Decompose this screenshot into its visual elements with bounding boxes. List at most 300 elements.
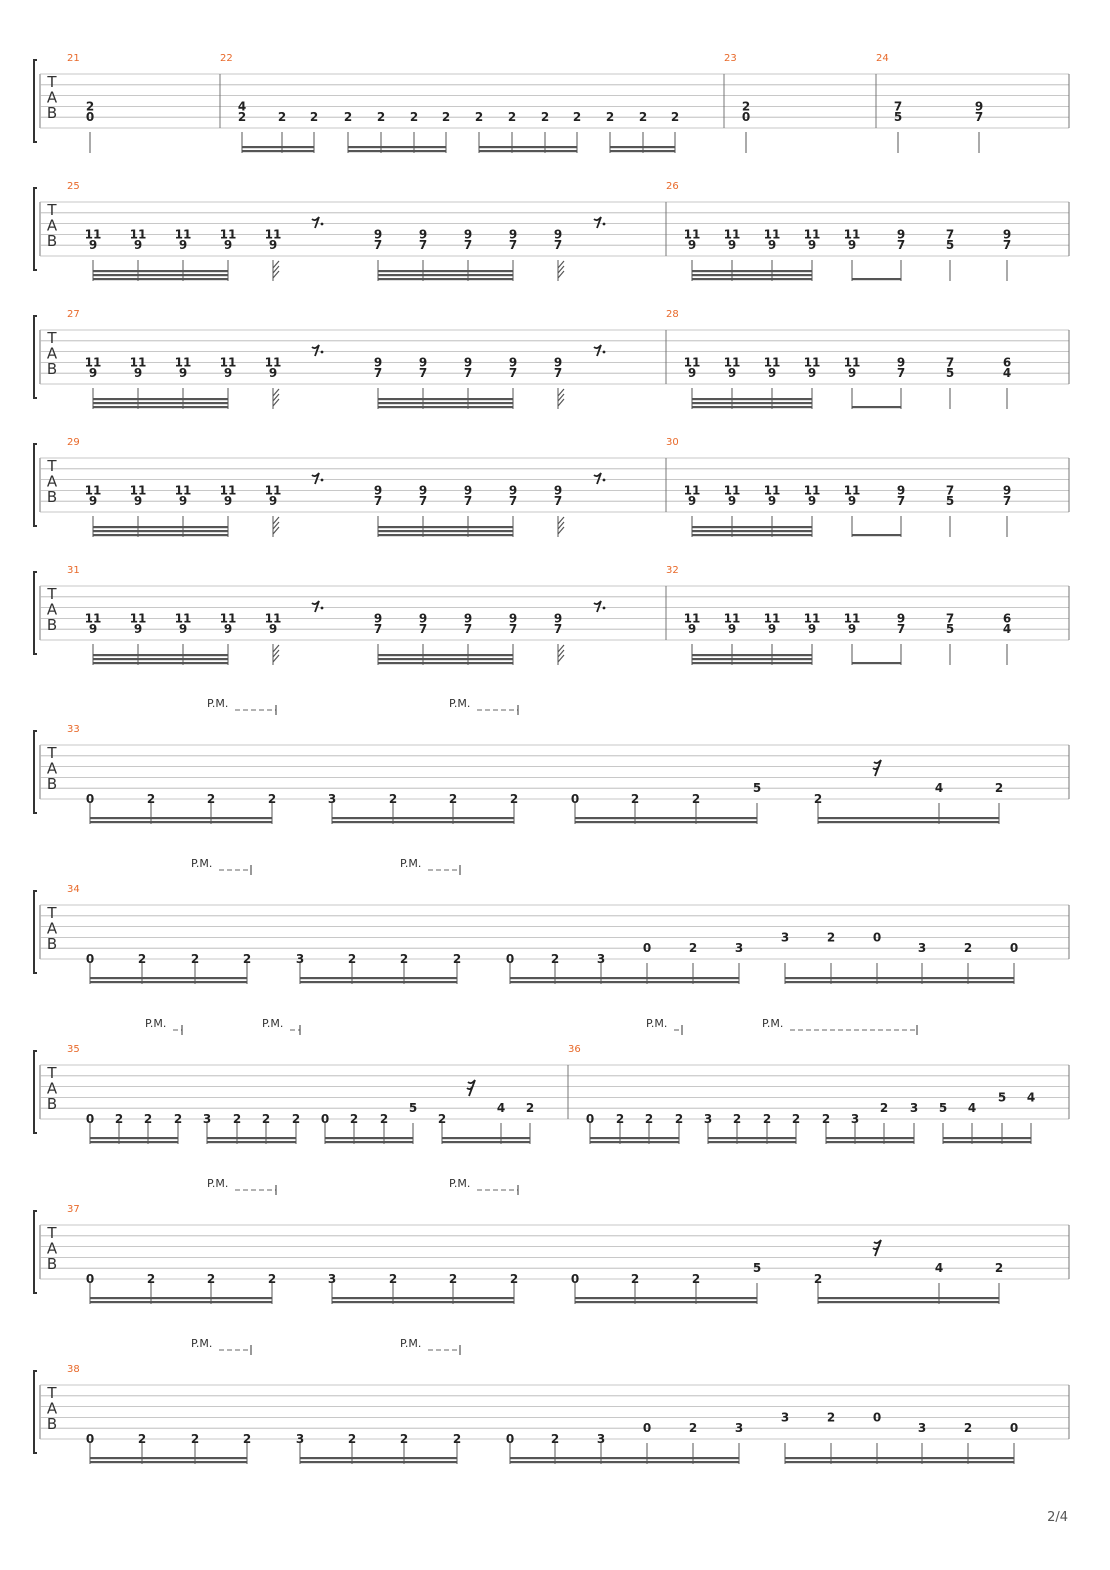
fret-number: 9 xyxy=(847,238,857,253)
fret-number: 5 xyxy=(997,1090,1007,1105)
tab-clef-letter: A xyxy=(46,1399,58,1418)
fret-number: 0 xyxy=(85,1432,95,1446)
fret-number: 9 xyxy=(974,99,984,114)
beam xyxy=(692,526,812,528)
tab-clef-letter: B xyxy=(46,104,58,122)
tab-clef-letter: T xyxy=(47,904,57,922)
fret-number: 0 xyxy=(642,1421,652,1436)
eighth-rest xyxy=(312,473,319,484)
beam xyxy=(90,1461,247,1463)
system-bracket xyxy=(34,60,37,142)
fret-number: 5 xyxy=(945,238,955,253)
fret-number: 2 xyxy=(349,1112,359,1126)
fret-number: 11 xyxy=(843,355,861,370)
beam xyxy=(510,977,739,979)
fret-number: 0 xyxy=(85,1272,95,1286)
fret-number: 7 xyxy=(896,622,906,637)
tab-clef-letter: A xyxy=(46,759,58,778)
palm-mute-label: P.M. xyxy=(646,1017,668,1030)
beam xyxy=(575,821,757,823)
fret-number: 2 xyxy=(741,99,751,114)
beam xyxy=(90,1297,272,1299)
fret-number: 11 xyxy=(174,227,192,242)
measure-number: 36 xyxy=(568,1044,581,1055)
system-bracket xyxy=(34,1371,37,1453)
beam xyxy=(692,662,812,664)
fret-number: 3 xyxy=(596,1432,606,1446)
beam xyxy=(479,150,577,152)
fret-number: 3 xyxy=(917,1421,927,1436)
fret-number: 11 xyxy=(763,227,781,242)
fret-number: 7 xyxy=(945,611,955,626)
fret-number: 4 xyxy=(967,1101,977,1116)
fret-number: 11 xyxy=(129,611,147,626)
fret-number: 9 xyxy=(727,238,737,253)
beam xyxy=(93,662,228,664)
tab-clef-letter: A xyxy=(46,919,58,938)
tab-clef-letter: B xyxy=(46,616,58,634)
fret-number: 2 xyxy=(452,952,462,966)
fret-number: 5 xyxy=(945,494,955,509)
measure-number: 25 xyxy=(67,181,80,192)
fret-number: 4 xyxy=(934,781,944,796)
fret-number: 11 xyxy=(763,611,781,626)
fret-number: 2 xyxy=(114,1112,124,1126)
beam xyxy=(93,658,228,660)
fret-number: 3 xyxy=(780,930,790,945)
fret-number: 2 xyxy=(509,792,519,806)
fret-number: 11 xyxy=(803,355,821,370)
fret-number: 7 xyxy=(373,622,383,637)
fret-number: 2 xyxy=(507,110,517,125)
fret-number: 7 xyxy=(508,494,518,509)
beam xyxy=(692,398,812,400)
palm-mute-label: P.M. xyxy=(191,857,213,870)
fret-number: 11 xyxy=(219,483,237,498)
fret-number: 9 xyxy=(1002,483,1012,498)
fret-number: 2 xyxy=(399,952,409,966)
fret-number: 2 xyxy=(242,952,252,966)
fret-number: 6 xyxy=(1002,355,1012,370)
beam xyxy=(378,654,513,656)
fret-number: 9 xyxy=(508,227,518,242)
tab-clef-letter: T xyxy=(47,585,57,603)
fret-number: 2 xyxy=(143,1112,153,1126)
fret-number: 2 xyxy=(277,110,287,125)
eighth-rest xyxy=(312,217,319,228)
fret-number: 9 xyxy=(133,238,143,253)
fret-number: 9 xyxy=(373,227,383,242)
tab-clef-letter: A xyxy=(46,1079,58,1098)
fret-number: 9 xyxy=(178,494,188,509)
fret-number: 2 xyxy=(550,952,560,966)
fret-number: 11 xyxy=(264,611,282,626)
system-bracket xyxy=(34,731,37,813)
eighth-rest xyxy=(594,473,601,484)
fret-number: 5 xyxy=(408,1101,418,1116)
fret-number: 9 xyxy=(687,622,697,637)
fret-number: 2 xyxy=(525,1101,535,1116)
beam xyxy=(207,1137,296,1139)
beam xyxy=(708,1141,796,1143)
fret-number: 9 xyxy=(463,483,473,498)
fret-number: 9 xyxy=(268,622,278,637)
fret-number: 0 xyxy=(1009,941,1019,956)
measure-number: 23 xyxy=(724,53,737,64)
beam xyxy=(785,1457,1014,1459)
fret-number: 11 xyxy=(264,227,282,242)
beam xyxy=(207,1141,296,1143)
fret-number: 9 xyxy=(687,494,697,509)
fret-number: 9 xyxy=(767,622,777,637)
beam xyxy=(90,977,247,979)
fret-number: 7 xyxy=(373,366,383,381)
beam xyxy=(300,1457,457,1459)
fret-number: 0 xyxy=(585,1112,595,1126)
fret-number: 2 xyxy=(630,792,640,806)
fret-number: 2 xyxy=(267,792,277,806)
beam xyxy=(93,402,228,404)
tab-clef-letter: A xyxy=(46,600,58,619)
fret-number: 11 xyxy=(174,483,192,498)
measure-number: 30 xyxy=(666,437,679,448)
eighth-rest xyxy=(594,217,601,228)
fret-number: 9 xyxy=(268,494,278,509)
tab-clef-letter: A xyxy=(46,344,58,363)
page-number: 2/4 xyxy=(1047,1510,1068,1525)
fret-number: 9 xyxy=(133,622,143,637)
beam xyxy=(90,981,247,983)
rest-dot xyxy=(321,607,324,610)
fret-number: 0 xyxy=(570,792,580,806)
fret-number: 0 xyxy=(741,110,751,125)
fret-number: 9 xyxy=(133,494,143,509)
fret-number: 9 xyxy=(463,227,473,242)
tab-clef-letter: A xyxy=(46,1239,58,1258)
fret-number: 7 xyxy=(896,494,906,509)
tab-clef-letter: A xyxy=(46,88,58,107)
tab-clef-letter: B xyxy=(46,488,58,506)
fret-number: 2 xyxy=(688,1421,698,1436)
measure-number: 37 xyxy=(67,1204,80,1215)
fret-number: 2 xyxy=(409,110,419,125)
beam xyxy=(348,150,446,152)
fret-number: 4 xyxy=(1002,622,1012,637)
beam xyxy=(90,817,272,819)
fret-number: 0 xyxy=(505,1432,515,1446)
measure-number: 22 xyxy=(220,53,233,64)
fret-number: 2 xyxy=(347,1432,357,1446)
eighth-rest xyxy=(312,601,319,612)
fret-number: 9 xyxy=(508,355,518,370)
fret-number: 2 xyxy=(379,1112,389,1126)
beam xyxy=(510,981,739,983)
fret-number: 3 xyxy=(703,1112,713,1126)
beam xyxy=(785,977,1014,979)
fret-number: 9 xyxy=(463,355,473,370)
beam xyxy=(590,1137,679,1139)
beam xyxy=(852,534,901,536)
system-bracket xyxy=(34,316,37,398)
beam xyxy=(93,654,228,656)
fret-number: 9 xyxy=(133,366,143,381)
beam xyxy=(378,402,513,404)
fret-number: 2 xyxy=(670,110,680,125)
sixteenth-rest xyxy=(873,1240,881,1256)
fret-number: 4 xyxy=(1002,366,1012,381)
beam xyxy=(93,274,228,276)
fret-number: 9 xyxy=(896,355,906,370)
fret-number: 4 xyxy=(934,1261,944,1276)
palm-mute-label: P.M. xyxy=(449,697,471,710)
system-bracket xyxy=(34,572,37,654)
fret-number: 2 xyxy=(474,110,484,125)
fret-number: 2 xyxy=(821,1112,831,1126)
fret-number: 0 xyxy=(85,110,95,125)
beam xyxy=(575,817,757,819)
fret-number: 3 xyxy=(850,1112,860,1126)
fret-number: 9 xyxy=(223,366,233,381)
system-bracket xyxy=(34,1211,37,1293)
tab-clef-letter: T xyxy=(47,329,57,347)
beam xyxy=(90,821,272,823)
beam xyxy=(378,278,513,280)
beam xyxy=(575,1297,757,1299)
fret-number: 0 xyxy=(85,1112,95,1126)
fret-number: 3 xyxy=(202,1112,212,1126)
fret-number: 9 xyxy=(373,355,383,370)
fret-number: 9 xyxy=(767,366,777,381)
fret-number: 9 xyxy=(88,622,98,637)
beam xyxy=(90,1137,178,1139)
fret-number: 0 xyxy=(570,1272,580,1286)
fret-number: 2 xyxy=(826,930,836,945)
fret-number: 9 xyxy=(178,238,188,253)
fret-number: 11 xyxy=(843,227,861,242)
fret-number: 11 xyxy=(219,227,237,242)
beam xyxy=(378,530,513,532)
fret-number: 0 xyxy=(505,952,515,966)
tab-clef-letter: A xyxy=(46,216,58,235)
fret-number: 11 xyxy=(683,355,701,370)
palm-mute-label: P.M. xyxy=(191,1337,213,1350)
fret-number: 2 xyxy=(762,1112,772,1126)
beam xyxy=(93,534,228,536)
rest-dot xyxy=(321,223,324,226)
fret-number: 2 xyxy=(137,1432,147,1446)
beam xyxy=(943,1137,1031,1139)
measure-number: 34 xyxy=(67,884,80,895)
beam xyxy=(93,270,228,272)
fret-number: 2 xyxy=(261,1112,271,1126)
beam xyxy=(610,150,675,152)
fret-number: 2 xyxy=(540,110,550,125)
fret-number: 11 xyxy=(129,483,147,498)
beam xyxy=(818,1297,999,1299)
palm-mute-label: P.M. xyxy=(207,697,229,710)
fret-number: 2 xyxy=(206,1272,216,1286)
fret-number: 2 xyxy=(242,1432,252,1446)
fret-number: 5 xyxy=(893,110,903,125)
tab-clef-letter: B xyxy=(46,232,58,250)
fret-number: 9 xyxy=(727,494,737,509)
beam xyxy=(785,981,1014,983)
fret-number: 2 xyxy=(206,792,216,806)
fret-number: 5 xyxy=(938,1101,948,1116)
fret-number: 11 xyxy=(803,483,821,498)
measure-number: 21 xyxy=(67,53,80,64)
fret-number: 2 xyxy=(267,1272,277,1286)
system-bracket xyxy=(34,1051,37,1133)
fret-number: 2 xyxy=(437,1112,447,1126)
fret-number: 7 xyxy=(896,366,906,381)
fret-number: 2 xyxy=(232,1112,242,1126)
beam xyxy=(378,406,513,408)
beam xyxy=(826,1137,914,1139)
fret-number: 11 xyxy=(84,483,102,498)
fret-number: 11 xyxy=(843,611,861,626)
fret-number: 2 xyxy=(550,1432,560,1446)
fret-number: 2 xyxy=(615,1112,625,1126)
beam xyxy=(818,1301,999,1303)
beam xyxy=(332,821,514,823)
fret-number: 2 xyxy=(691,1272,701,1286)
beam xyxy=(692,278,812,280)
fret-number: 7 xyxy=(1002,238,1012,253)
fret-number: 4 xyxy=(496,1101,506,1116)
system-bracket xyxy=(34,444,37,526)
fret-number: 11 xyxy=(84,611,102,626)
fret-number: 9 xyxy=(223,494,233,509)
fret-number: 7 xyxy=(418,366,428,381)
fret-number: 11 xyxy=(84,355,102,370)
fret-number: 7 xyxy=(896,238,906,253)
fret-number: 9 xyxy=(268,366,278,381)
measure-number: 32 xyxy=(666,565,679,576)
eighth-rest xyxy=(312,345,319,356)
fret-number: 2 xyxy=(826,1410,836,1425)
fret-number: 7 xyxy=(893,99,903,114)
eighth-rest xyxy=(594,345,601,356)
tab-clef-letter: B xyxy=(46,1255,58,1273)
fret-number: 9 xyxy=(727,366,737,381)
beam xyxy=(442,1141,530,1143)
beam xyxy=(378,270,513,272)
beam xyxy=(708,1137,796,1139)
fret-number: 7 xyxy=(945,227,955,242)
fret-number: 9 xyxy=(268,238,278,253)
beam xyxy=(479,146,577,148)
fret-number: 2 xyxy=(732,1112,742,1126)
fret-number: 3 xyxy=(327,792,337,806)
fret-number: 3 xyxy=(327,1272,337,1286)
fret-number: 3 xyxy=(909,1101,919,1116)
fret-number: 9 xyxy=(88,494,98,509)
fret-number: 9 xyxy=(767,238,777,253)
fret-number: 2 xyxy=(343,110,353,125)
fret-number: 0 xyxy=(1009,1421,1019,1436)
fret-number: 9 xyxy=(508,611,518,626)
beam xyxy=(242,150,314,152)
palm-mute-label: P.M. xyxy=(145,1017,167,1030)
fret-number: 7 xyxy=(463,622,473,637)
tab-clef-letter: T xyxy=(47,457,57,475)
fret-number: 9 xyxy=(418,611,428,626)
beam xyxy=(242,146,314,148)
fret-number: 3 xyxy=(295,952,305,966)
beam xyxy=(590,1141,679,1143)
tab-clef-letter: T xyxy=(47,73,57,91)
measure-number: 31 xyxy=(67,565,80,576)
fret-number: 7 xyxy=(463,494,473,509)
fret-number: 2 xyxy=(309,110,319,125)
fret-number: 3 xyxy=(780,1410,790,1425)
beam xyxy=(692,402,812,404)
beam xyxy=(348,146,446,148)
fret-number: 11 xyxy=(174,611,192,626)
fret-number: 9 xyxy=(88,238,98,253)
system-bracket xyxy=(34,891,37,973)
fret-number: 11 xyxy=(264,355,282,370)
fret-number: 9 xyxy=(687,366,697,381)
fret-number: 9 xyxy=(896,611,906,626)
fret-number: 9 xyxy=(847,494,857,509)
fret-number: 7 xyxy=(373,494,383,509)
beam xyxy=(325,1137,413,1139)
beam xyxy=(943,1141,1031,1143)
beam xyxy=(325,1141,413,1143)
fret-number: 5 xyxy=(752,781,762,796)
beam xyxy=(378,658,513,660)
tab-clef-letter: B xyxy=(46,360,58,378)
fret-number: 4 xyxy=(237,99,247,114)
tab-clef-letter: B xyxy=(46,935,58,953)
tab-clef-letter: B xyxy=(46,775,58,793)
beam xyxy=(90,1301,272,1303)
fret-number: 11 xyxy=(843,483,861,498)
beam xyxy=(93,526,228,528)
fret-number: 9 xyxy=(553,227,563,242)
fret-number: 11 xyxy=(723,483,741,498)
fret-number: 7 xyxy=(553,622,563,637)
fret-number: 9 xyxy=(553,355,563,370)
fret-number: 2 xyxy=(388,792,398,806)
eighth-rest xyxy=(594,601,601,612)
beam xyxy=(300,977,457,979)
sixteenth-rest xyxy=(873,760,881,776)
tab-clef-letter: A xyxy=(46,472,58,491)
fret-number: 2 xyxy=(791,1112,801,1126)
tab-clef-letter: T xyxy=(47,201,57,219)
fret-number: 9 xyxy=(1002,227,1012,242)
beam xyxy=(852,278,901,280)
fret-number: 9 xyxy=(553,611,563,626)
beam xyxy=(93,278,228,280)
fret-number: 9 xyxy=(418,355,428,370)
fret-number: 5 xyxy=(752,1261,762,1276)
fret-number: 9 xyxy=(727,622,737,637)
fret-number: 11 xyxy=(683,483,701,498)
fret-number: 2 xyxy=(291,1112,301,1126)
fret-number: 9 xyxy=(223,622,233,637)
fret-number: 11 xyxy=(723,227,741,242)
fret-number: 11 xyxy=(763,483,781,498)
fret-number: 3 xyxy=(596,952,606,966)
sixteenth-rest xyxy=(467,1080,475,1096)
fret-number: 11 xyxy=(129,355,147,370)
fret-number: 11 xyxy=(129,227,147,242)
fret-number: 9 xyxy=(373,611,383,626)
